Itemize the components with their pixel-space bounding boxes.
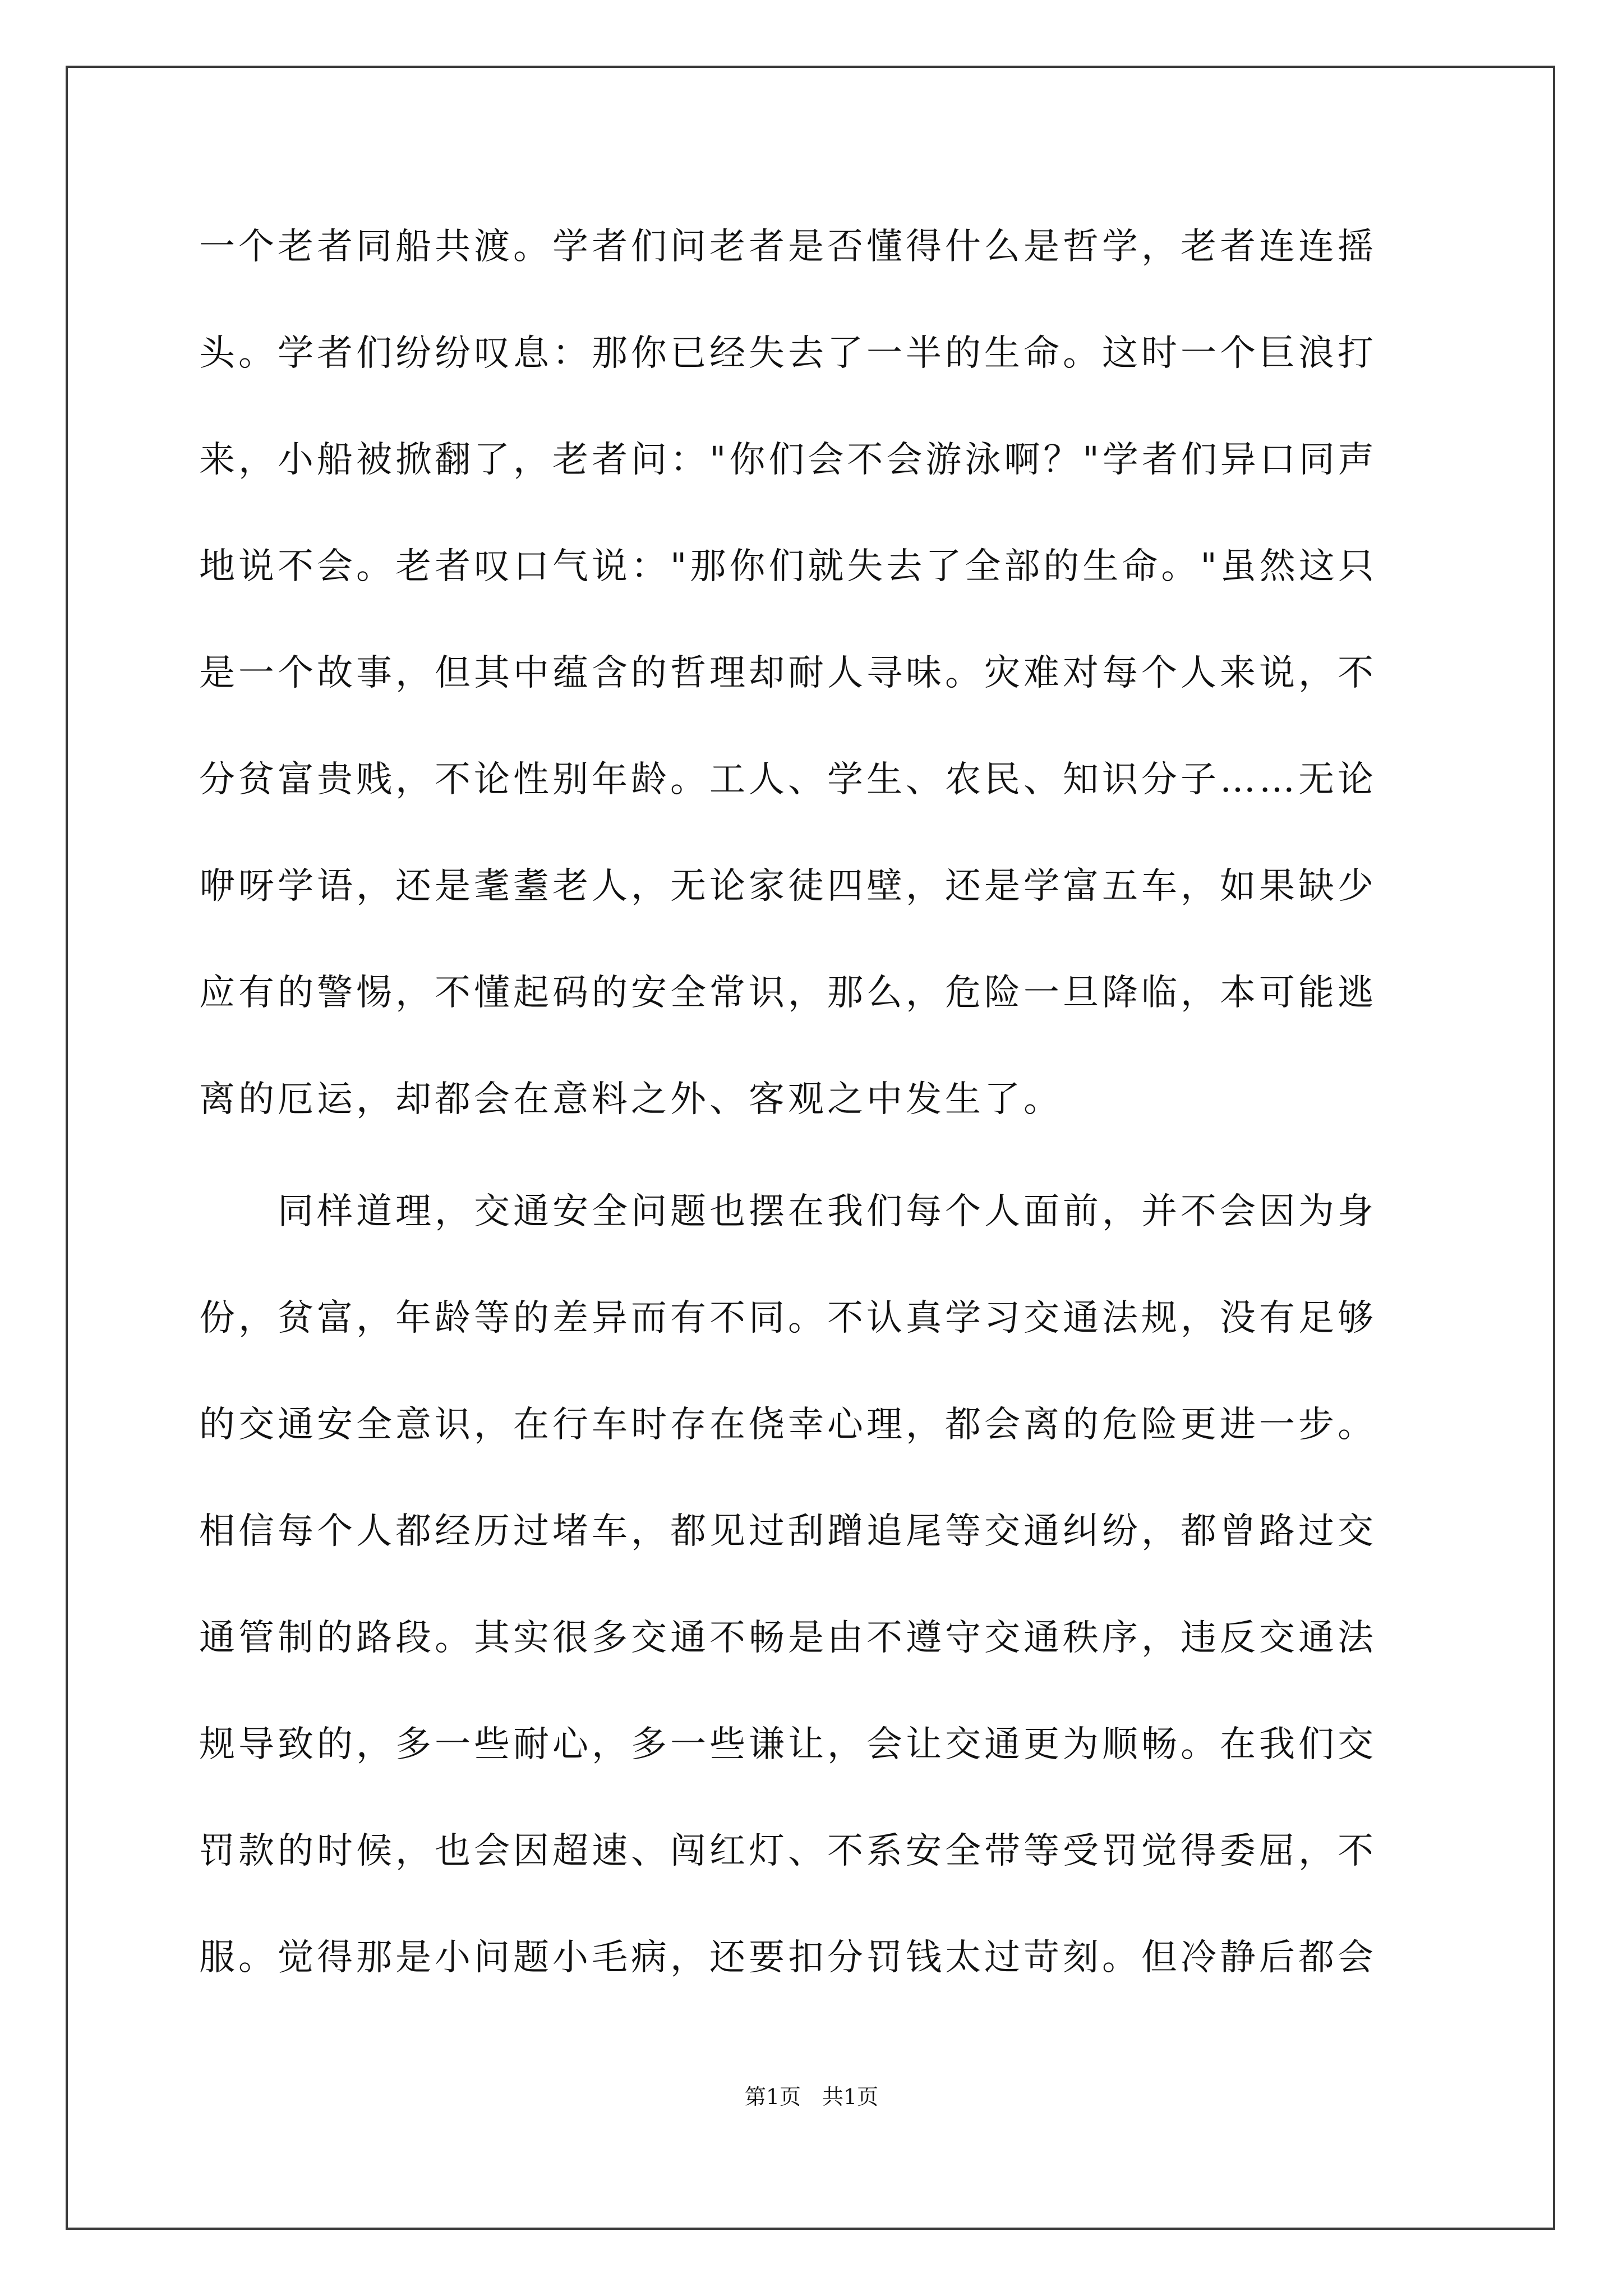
body-line: 咿呀学语，还是耄耋老人，无论家徒四壁，还是学富五车，如果缺少 [199,866,1377,907]
page-number-footer: 第1页 共1页 [744,2085,879,2109]
body-line: 地说不会。老者叹口气说："那你们就失去了全部的生命。"虽然这只 [199,546,1377,587]
body-line: 分贫富贵贱，不论性别年龄。工人、学生、农民、知识分子……无论 [199,759,1377,800]
body-line: 应有的警惕，不懂起码的安全常识，那么，危险一旦降临，本可能逃 [199,972,1377,1014]
body-line: 来，小船被掀翻了，老者问："你们会不会游泳啊？"学者们异口同声 [199,439,1377,481]
body-line: 通管制的路段。其实很多交通不畅是由不遵守交通秩序，违反交通法 [199,1617,1377,1659]
body-line: 服。觉得那是小问题小毛病，还要扣分罚钱太过苛刻。但冷静后都会 [199,1937,1377,1978]
body-line: 是一个故事，但其中蕴含的哲理却耐人寻味。灾难对每个人来说，不 [199,652,1377,694]
body-line: 份，贫富，年龄等的差异而有不同。不认真学习交通法规，没有足够 [199,1297,1377,1339]
document-body [199,220,1433,2037]
paragraph-start-line: 同样道理，交通安全问题也摆在我们每个人面前，并不会因为身 [199,1191,1377,1232]
body-line: 的交通安全意识，在行车时存在侥幸心理，都会离的危险更进一步。 [199,1404,1377,1446]
body-line: 规导致的，多一些耐心，多一些谦让，会让交通更为顺畅。在我们交 [199,1724,1377,1765]
body-line: 一个老者同船共渡。学者们问老者是否懂得什么是哲学，老者连连摇 [199,226,1377,268]
body-line: 离的厄运，却都会在意料之外、客观之中发生了。 [199,1079,1063,1120]
body-line: 头。学者们纷纷叹息：那你已经失去了一半的生命。这时一个巨浪打 [199,333,1377,374]
body-line: 相信每个人都经历过堵车，都见过刮蹭追尾等交通纠纷，都曾路过交 [199,1511,1377,1552]
body-line: 罚款的时候，也会因超速、闯红灯、不系安全带等受罚觉得委屈，不 [199,1830,1377,1872]
